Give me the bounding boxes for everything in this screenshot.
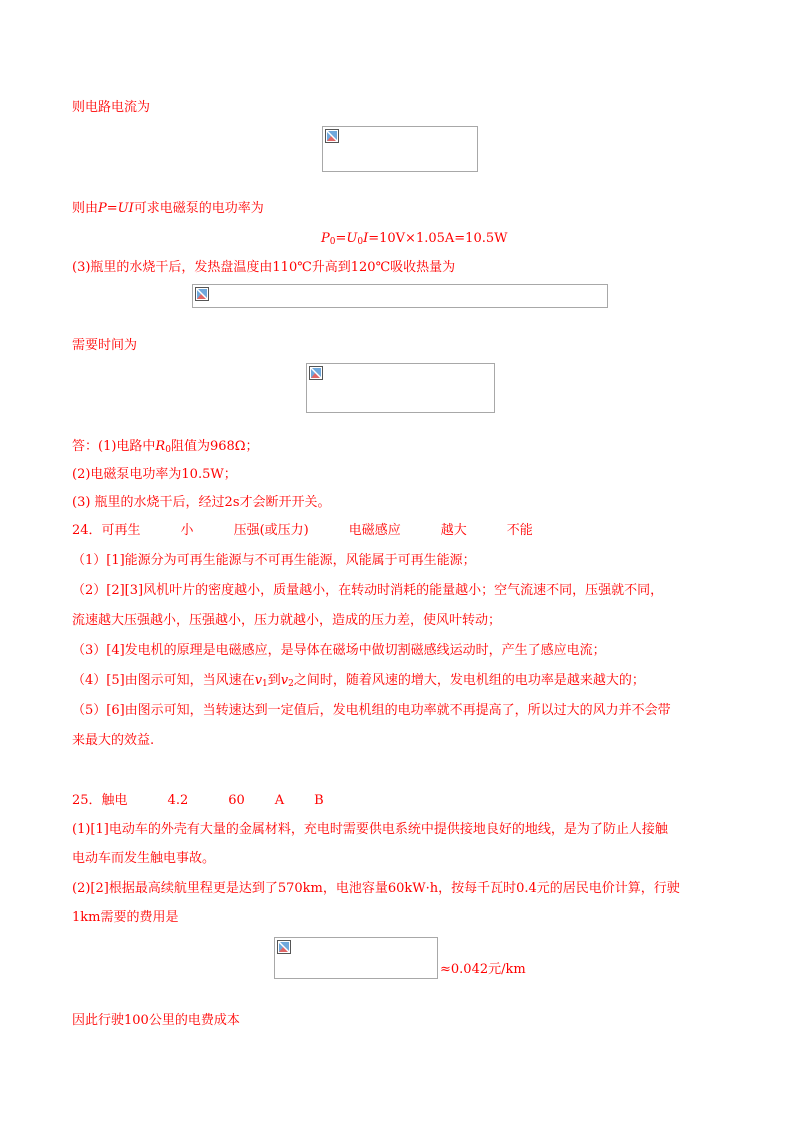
q24-explanation-2b: 流速越大压强越小，压强越小，压力就越小，造成的压力差，使风叶转动；: [72, 613, 502, 628]
q24-answer-2: 压强(或压力): [233, 523, 309, 538]
broken-image-icon: [325, 129, 339, 143]
subscript: 0: [165, 445, 171, 455]
q24-number: 24．可再生: [72, 523, 141, 538]
q24-explanation-2a: （2）[2][3]风机叶片的密度越小，质量越小，在转动时消耗的能量越小；空气流速不同，压强就不同，: [72, 583, 664, 598]
broken-image-icon: [195, 287, 209, 301]
q25-answer-4: B: [314, 793, 324, 808]
text-segment: =10V×1.05A=10.5W: [368, 231, 508, 246]
equation-pump-power: [321, 230, 507, 251]
broken-image-icon: [277, 940, 291, 954]
text-answer-2: (2)电磁泵电功率为10.5W；: [72, 467, 237, 482]
q24-answer-1: 小: [180, 523, 194, 538]
broken-image-icon: [309, 366, 323, 380]
q24-explanation-4: [72, 672, 645, 693]
q24-answers: [72, 522, 533, 540]
subscript: 0: [357, 237, 364, 247]
q24-explanation-1: （1）[1]能源分为可再生能源与不可再生能源，风能属于可再生能源；: [72, 553, 476, 568]
q25-explanation-2b: 1km需要的费用是: [72, 910, 179, 925]
q25-number: 25．触电: [72, 793, 128, 808]
q24-explanation-5a: （5）[6]由图示可知，当转速达到一定值后，发电机组的电功率就不再提高了，所以过大的风力并不会带: [72, 703, 671, 718]
q25-answer-3: A: [274, 793, 285, 808]
q25-answer-2: 60: [228, 793, 245, 808]
text-segment: 阻值为968Ω；: [170, 439, 259, 454]
symbol-v1: v: [254, 673, 263, 688]
q24-answer-5: 不能: [506, 523, 533, 538]
formula-image-current: [322, 126, 478, 172]
text-cost-per-km: ≈0.042元/km: [440, 962, 526, 977]
symbol-r0: R: [155, 439, 166, 454]
symbol-p0: P: [321, 231, 330, 246]
text-segment: =: [335, 231, 347, 246]
text-segment: （4）[5]由图示可知，当风速在: [72, 673, 255, 688]
q25-answer-1: 4.2: [167, 793, 189, 808]
text-answer-1: [72, 438, 259, 459]
q24-explanation-3: （3）[4]发电机的原理是电磁感应，是导体在磁场中做切割磁感线运动时，产生了感应电流；: [72, 643, 606, 658]
q25-answers: [72, 792, 324, 810]
subscript: 1: [262, 679, 268, 689]
q25-explanation-2a: (2)[2]根据最高续航里程更是达到了570km，电池容量60kW·h，按每千瓦时0.4元的居民电价计算，行驶: [72, 881, 680, 896]
formula-image-cost: [274, 937, 438, 979]
q24-answer-4: 越大: [440, 523, 467, 538]
text-segment: =: [106, 201, 118, 216]
text-pump-power-intro: [72, 200, 264, 218]
text-segment: 则由: [72, 201, 99, 216]
q24-explanation-5b: 来最大的效益.: [72, 733, 155, 748]
subscript: 0: [329, 237, 336, 247]
q25-explanation-1a: (1)[1]电动车的外壳有大量的金属材料，充电时需要供电系统中提供接地良好的地线，是为了防止人接触: [72, 822, 668, 837]
text-circuit-current: 则电路电流为: [72, 100, 151, 115]
symbol-u0: U: [346, 231, 358, 246]
symbol-i: I: [363, 231, 369, 246]
text-segment: 可求电磁泵的电功率为: [133, 201, 264, 216]
subscript: 2: [288, 679, 294, 689]
q24-answer-3: 电磁感应: [348, 523, 401, 538]
symbol-p: P: [98, 201, 107, 216]
symbol-ui: UI: [117, 201, 134, 216]
text-answer-3: (3) 瓶里的水烧干后，经过2s才会断开开关。: [72, 495, 331, 510]
q25-explanation-1b: 电动车而发生触电事故。: [72, 851, 216, 866]
formula-image-heat: [192, 284, 608, 308]
symbol-v2: v: [280, 673, 289, 688]
text-segment: 答：(1)电路中: [72, 439, 156, 454]
formula-image-time: [306, 363, 495, 413]
text-heat-absorbed: (3)瓶里的水烧干后，发热盘温度由110℃升高到120℃吸收热量为: [72, 260, 456, 275]
text-segment: 到: [267, 673, 281, 688]
text-segment: 之间时，随着风速的增大，发电机组的电功率是越来越大的；: [293, 673, 645, 688]
text-cost-100km: 因此行驶100公里的电费成本: [72, 1013, 240, 1028]
text-time-needed: 需要时间为: [72, 338, 138, 353]
